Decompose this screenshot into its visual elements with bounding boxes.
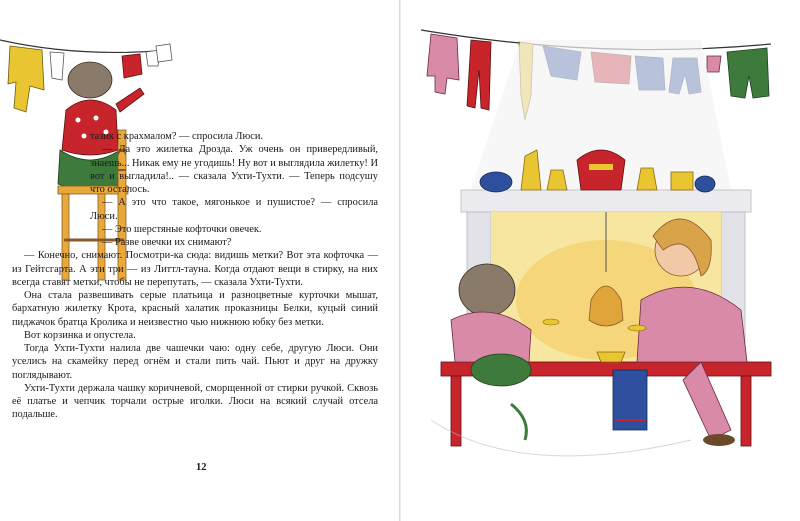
yellow-basket [671,172,693,190]
laundry-pink-striped-shirt [427,34,459,94]
yellow-jug [547,170,567,190]
hedgehog-arm [116,88,144,112]
bread-basket [597,352,625,362]
lucie-teacup [628,325,646,331]
illustration-tea-by-hearth [401,0,800,521]
laundry-red-trousers [467,40,491,110]
paragraph: — Разве овечки их снимают? [102,237,232,248]
left-page [0,0,399,521]
blue-pot [480,172,512,192]
paragraph: тазик с крахмалом? — спросила Люси. [90,131,263,142]
laundry-green-trousers [727,48,769,98]
laundry-yellow-shirt [8,46,44,112]
paragraph: Она стала развешивать серые платьица и разноцветные курточки мышат, бархатную жилетку Крота, красный халатик проказницы Белки, куцый синий пиджачок братца Кролика и неизвестно чью нижнюю юбку без метки. [12,290,378,328]
paragraph: Тогда Ухти-Тухти налила две чашечки чаю: одну себе, другую Люси. Они уселись на скамейку перед огнём и стали пить чай. Пьют и друг на дружку поглядывают. [12,343,378,381]
paragraph: — А это что такое, мягонькое и пушистое? — спросила Люси. [90,197,378,222]
page-number: 12 [196,462,207,473]
story-text [12,130,378,422]
hedgehog-teacup [543,319,559,325]
yellow-teapot [637,168,657,190]
paragraph: — Это шерстяные кофточки овечек. [102,223,262,235]
paragraph: — Да это жилетка Дрозда. Уж очень он привередливый, знаешь... Никак ему не угодишь! Ну вот и выглядила жилетку! И вот и выгладила!.. — сказала Ухти-Тухти. — Теперь подсушу что осталось. [90,144,378,195]
hedgehog-head [68,62,112,98]
lucie-shoe [703,434,735,446]
laundry-red-jacket [122,54,142,78]
right-page [401,0,800,521]
laundry-white-cloth [50,52,64,80]
hedgehog-head [459,264,515,316]
mantelpiece-shelf [461,190,751,212]
paragraph: Ухти-Тухти держала чашку коричневой, сморщенной от стирки ручкой. Сквозь её платье и чепчик торчали острые иголки. Люси на всякий случай отсела подальше. [12,382,378,421]
walking-stick [511,404,526,440]
laundry-white-collar [156,44,172,62]
laundry-pink-cloth [707,56,721,72]
paragraph: — Конечно, снимают. Посмотри-ка сюда: видишь метки? Вот эта кофточка — из Гейтсгарта. А эти три — из Литтл-тауна. Когда отдают вещи в стирку, на них всегда ставят метки, чтобы не перепутать, — сказала Ухти-Тухти. [12,250,378,288]
hedgehog-green-skirt [471,354,531,386]
paragraph: Вот корзинка и опустела. [24,329,136,341]
blue-jar [695,176,715,192]
